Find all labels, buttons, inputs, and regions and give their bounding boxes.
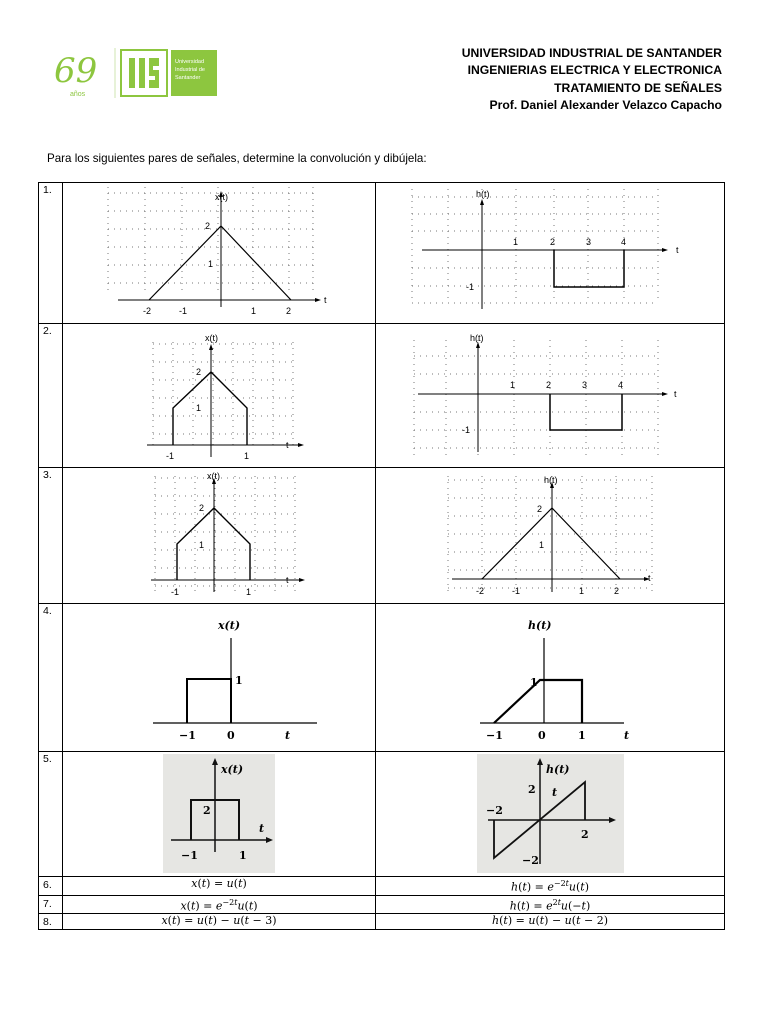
svg-text:2: 2 — [528, 783, 536, 796]
exercise-row-8 — [39, 914, 725, 930]
svg-text:t: t — [259, 822, 265, 835]
svg-text:1: 1 — [199, 540, 205, 550]
svg-text:1: 1 — [235, 674, 243, 687]
svg-text:1: 1 — [244, 451, 250, 461]
row-number: 2. — [39, 324, 63, 468]
exercise-row-2 — [39, 324, 725, 468]
svg-text:t: t — [674, 389, 677, 399]
svg-text:−1: −1 — [486, 729, 503, 742]
x-signal-plot-5 — [63, 752, 376, 877]
logo-uni-line-3: Santander — [175, 75, 201, 81]
svg-text:1: 1 — [208, 259, 214, 269]
svg-text:3: 3 — [586, 237, 592, 247]
svg-text:2: 2 — [196, 367, 202, 377]
svg-text:4: 4 — [618, 380, 624, 390]
exercise-row-7 — [39, 895, 725, 914]
svg-text:−2: −2 — [486, 804, 503, 817]
row-number: 4. — [39, 604, 63, 752]
svg-text:4: 4 — [621, 237, 627, 247]
plot-title: h(t) — [528, 619, 552, 632]
header-course: TRATAMIENTO DE SEÑALES — [554, 80, 722, 95]
svg-text:1: 1 — [513, 237, 519, 247]
university-logo — [52, 44, 222, 100]
header-faculty: INGENIERIAS ELECTRICA Y ELECTRONICA — [467, 63, 722, 78]
plot-title: x(t) — [207, 471, 220, 481]
plot-title: x(t) — [218, 619, 241, 632]
x-signal-plot-3 — [63, 468, 376, 604]
svg-text:t: t — [648, 573, 651, 583]
document-header — [462, 45, 722, 114]
svg-text:2: 2 — [546, 380, 552, 390]
svg-text:3: 3 — [582, 380, 588, 390]
x-formula: x(t) = u(t) − u(t − 3) — [63, 914, 376, 930]
svg-text:1: 1 — [251, 306, 257, 316]
exercise-row-4 — [39, 604, 725, 752]
header-university: UNIVERSIDAD INDUSTRIAL DE SANTANDER — [461, 46, 722, 60]
plot-title: h(t) — [476, 189, 490, 199]
exercise-row-6 — [39, 877, 725, 896]
h-signal-plot-4 — [376, 604, 725, 752]
instructions-text: Para los siguientes pares de señales, determine la convolución y dibújela: — [47, 152, 427, 165]
row-number: 6. — [39, 877, 63, 896]
svg-text:2: 2 — [286, 306, 292, 316]
svg-text:2: 2 — [199, 503, 205, 513]
svg-text:−1: −1 — [181, 849, 198, 862]
plot-title: x(t) — [221, 763, 244, 776]
svg-text:2: 2 — [581, 828, 589, 841]
exercise-table — [38, 182, 725, 930]
h-formula: h(t) = u(t) − u(t − 2) — [376, 914, 725, 930]
svg-text:-1: -1 — [466, 282, 475, 292]
svg-text:−1: −1 — [179, 729, 196, 742]
svg-text:t: t — [286, 575, 289, 585]
svg-text:1: 1 — [579, 586, 585, 596]
logo-years-sub: años — [70, 91, 86, 98]
svg-text:t: t — [676, 245, 679, 255]
svg-text:1: 1 — [578, 729, 586, 742]
logo-uni-line-1: Universidad — [175, 59, 205, 65]
svg-text:2: 2 — [614, 586, 620, 596]
svg-text:-1: -1 — [179, 306, 188, 316]
plot-title: x(t) — [205, 333, 218, 343]
plot-title: h(t) — [544, 475, 558, 485]
exercise-row-3 — [39, 468, 725, 604]
svg-text:t: t — [285, 729, 291, 742]
logo-years: 69 — [54, 51, 98, 91]
exercise-row-1 — [39, 183, 725, 324]
svg-text:2: 2 — [203, 804, 211, 817]
svg-text:t: t — [624, 729, 630, 742]
row-number: 7. — [39, 895, 63, 914]
svg-text:1: 1 — [239, 849, 247, 862]
row-number: 5. — [39, 752, 63, 877]
svg-text:t: t — [324, 295, 327, 305]
svg-text:t: t — [552, 786, 558, 799]
h-formula: $h(t) = e^{2t}u(-t)$ — [376, 895, 725, 914]
svg-text:0: 0 — [227, 729, 235, 742]
svg-text:1: 1 — [539, 540, 545, 550]
exercise-row-5 — [39, 752, 725, 877]
h-signal-plot-1 — [376, 183, 725, 324]
plot-title: h(t) — [470, 333, 484, 343]
x-signal-plot-2 — [63, 324, 376, 468]
svg-text:1: 1 — [510, 380, 516, 390]
plot-title: h(t) — [546, 763, 570, 776]
row-number: 8. — [39, 914, 63, 930]
x-formula: $x(t) = e^{-2t}u(t)$ — [63, 895, 376, 914]
svg-text:1: 1 — [246, 587, 252, 597]
h-formula: $h(t) = e^{-2t}u(t)$ — [376, 877, 725, 896]
svg-text:-1: -1 — [166, 451, 175, 461]
x-formula: x(t) = u(t) — [63, 877, 376, 896]
plot-title: x(t) — [215, 192, 228, 202]
svg-text:-1: -1 — [462, 425, 471, 435]
svg-text:0: 0 — [538, 729, 546, 742]
svg-text:2: 2 — [537, 504, 543, 514]
svg-text:2: 2 — [205, 221, 211, 231]
svg-text:-2: -2 — [143, 306, 152, 316]
h-signal-plot-5 — [376, 752, 725, 877]
row-number: 3. — [39, 468, 63, 604]
svg-text:-1: -1 — [171, 587, 180, 597]
row-number: 1. — [39, 183, 63, 324]
x-signal-plot-1 — [63, 183, 376, 324]
svg-text:2: 2 — [550, 237, 556, 247]
svg-text:t: t — [286, 440, 289, 450]
svg-text:1: 1 — [196, 403, 202, 413]
svg-text:-1: -1 — [512, 586, 521, 596]
svg-text:1: 1 — [530, 676, 538, 689]
svg-text:−2: −2 — [522, 854, 539, 867]
h-signal-plot-2 — [376, 324, 725, 468]
x-signal-plot-4 — [63, 604, 376, 752]
logo-uni-line-2: Industrial de — [175, 67, 205, 73]
svg-text:-2: -2 — [476, 586, 485, 596]
h-signal-plot-3 — [376, 468, 725, 604]
header-professor: Prof. Daniel Alexander Velazco Capacho — [489, 97, 722, 112]
